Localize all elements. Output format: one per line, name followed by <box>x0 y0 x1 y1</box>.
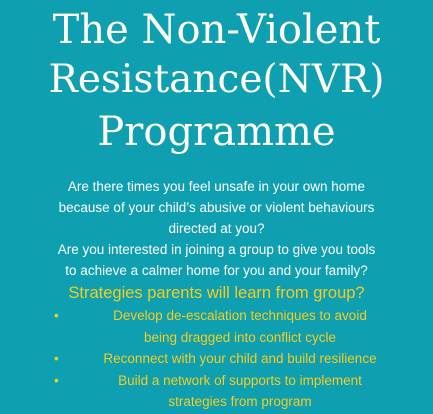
bullet-dot-icon: • <box>54 308 59 323</box>
list-item-text <box>80 348 400 370</box>
intro-line-2: because of your child’s abusive or violent behaviours <box>58 200 375 215</box>
title-line-1: The Non-Violent <box>52 7 381 53</box>
intro-line-1: Are there times you feel unsafe in your own home <box>67 179 366 194</box>
intro-line-3: directed at you? <box>168 221 265 236</box>
list-item-line: being dragged into conflict cycle <box>143 329 337 345</box>
list-item-line: Build a network of supports to implement <box>118 372 362 388</box>
intro-line-4: Are you interested in joining a group to give you tools <box>57 242 376 257</box>
strategies-list <box>0 305 433 413</box>
list-item <box>0 370 433 413</box>
list-item <box>0 348 433 370</box>
list-item-line: Develop de-escalation techniques to avoid <box>113 308 367 323</box>
list-item-text <box>80 370 400 413</box>
bullet-dot-icon: • <box>54 372 59 388</box>
title-line-3: Programme <box>97 109 336 155</box>
list-item-line: Reconnect with your child and build resilience <box>103 351 377 366</box>
list-item-line: strategies from program <box>168 394 312 409</box>
bullet-dot-icon: • <box>54 351 59 366</box>
list-item <box>0 305 433 348</box>
list-item-text <box>80 305 400 348</box>
title-line-2: Resistance(NVR) <box>48 57 385 102</box>
intro-line-5: to achieve a calmer home for you and your family? <box>65 263 368 278</box>
strategies-heading: Strategies parents will learn from group? <box>68 284 365 302</box>
